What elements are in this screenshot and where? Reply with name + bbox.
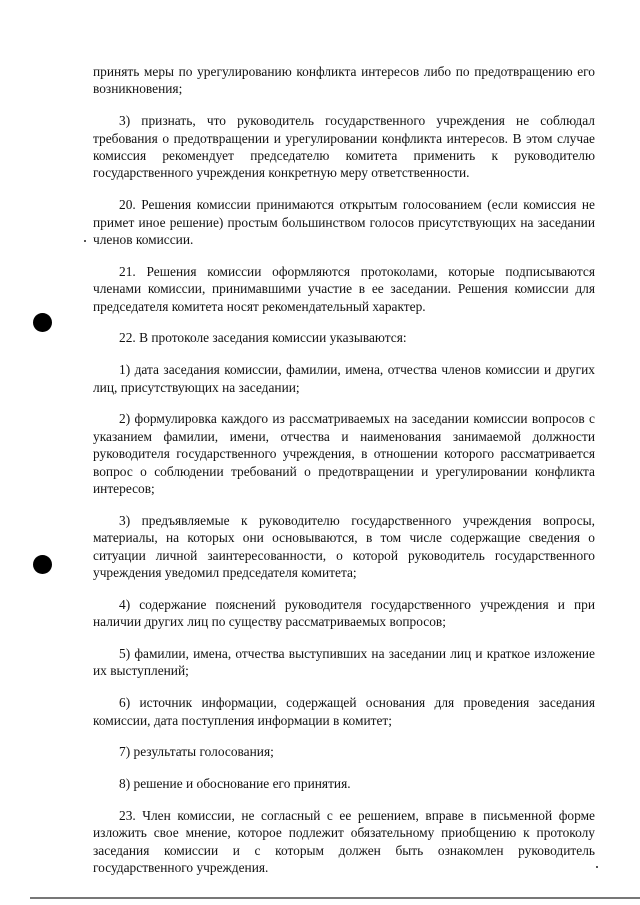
- paragraph-subitem-7: 7) результаты голосования;: [119, 744, 274, 760]
- scan-speck: [84, 240, 86, 242]
- document-body: [93, 63, 595, 891]
- paragraph-subitem-1: 1) дата заседания комиссии, фамилии, имена, отчества членов комиссии и других лиц, присутствующих на заседании;: [93, 362, 595, 395]
- paragraph-clause-20: 20. Решения комиссии принимаются открытым голосованием (если комиссия не примет иное решение) простым большинством голосов присутствующих на заседании членов комиссии.: [93, 197, 595, 248]
- paragraph-item-3: 3) признать, что руководитель государственного учреждения не соблюдал требования о предотвращении и урегулировании конфликта интересов. В этом случае комиссия рекомендует председателю комитета применить к руководителю государственного учреждения конкретную меру ответственности.: [93, 113, 595, 181]
- paragraph-clause-23: 23. Член комиссии, не согласный с ее решением, вправе в письменной форме изложить свое мнение, которое подлежит обязательному приобщению к протоколу заседания комиссии и с которым должен быть ознакомлен руководитель государственного учреждения.: [93, 808, 595, 876]
- paragraph-subitem-2: 2) формулировка каждого из рассматриваемых на заседании комиссии вопросов с указанием фамилии, имени, отчества и наименования занимаемой должности руководителя государственного учреждения, в отношении которого рассматривается вопрос о соблюдении требований о предотвращении и урегулировании конфликта интересов;: [93, 411, 595, 497]
- punch-hole-top: [33, 313, 52, 332]
- paragraph-subitem-5: 5) фамилии, имена, отчества выступивших на заседании лиц и краткое изложение их выступлений;: [93, 646, 595, 679]
- paragraph-continuation: принять меры по урегулированию конфликта интересов либо по предотвращению его возникновения;: [93, 64, 595, 97]
- paragraph-subitem-3: 3) предъявляемые к руководителю государственного учреждения вопросы, материалы, на которых они основываются, в том числе содержащие сведения о ситуации личной заинтересованности, о которой руководитель государственного учреждения уведомил председателя комитета;: [93, 512, 595, 581]
- paragraph-clause-22: 22. В протоколе заседания комиссии указываются:: [119, 330, 407, 346]
- paragraph-subitem-4: 4) содержание пояснений руководителя государственного учреждения и при наличии других лиц по существу рассматриваемых вопросов;: [93, 596, 595, 630]
- scan-speck: [596, 866, 598, 868]
- paragraph-subitem-8: 8) решение и обоснование его принятия.: [119, 776, 351, 792]
- scan-edge-line: [30, 897, 640, 899]
- paragraph-subitem-6: 6) источник информации, содержащей основания для проведения заседания комиссии, дата поступления информации в комитет;: [93, 695, 595, 728]
- punch-hole-bottom: [33, 555, 52, 574]
- paragraph-clause-21: 21. Решения комиссии оформляются протоколами, которые подписываются членами комиссии, принимавшими участие в ее заседании. Решения комиссии для председателя комитета носят рекомендательный характер.: [93, 263, 595, 314]
